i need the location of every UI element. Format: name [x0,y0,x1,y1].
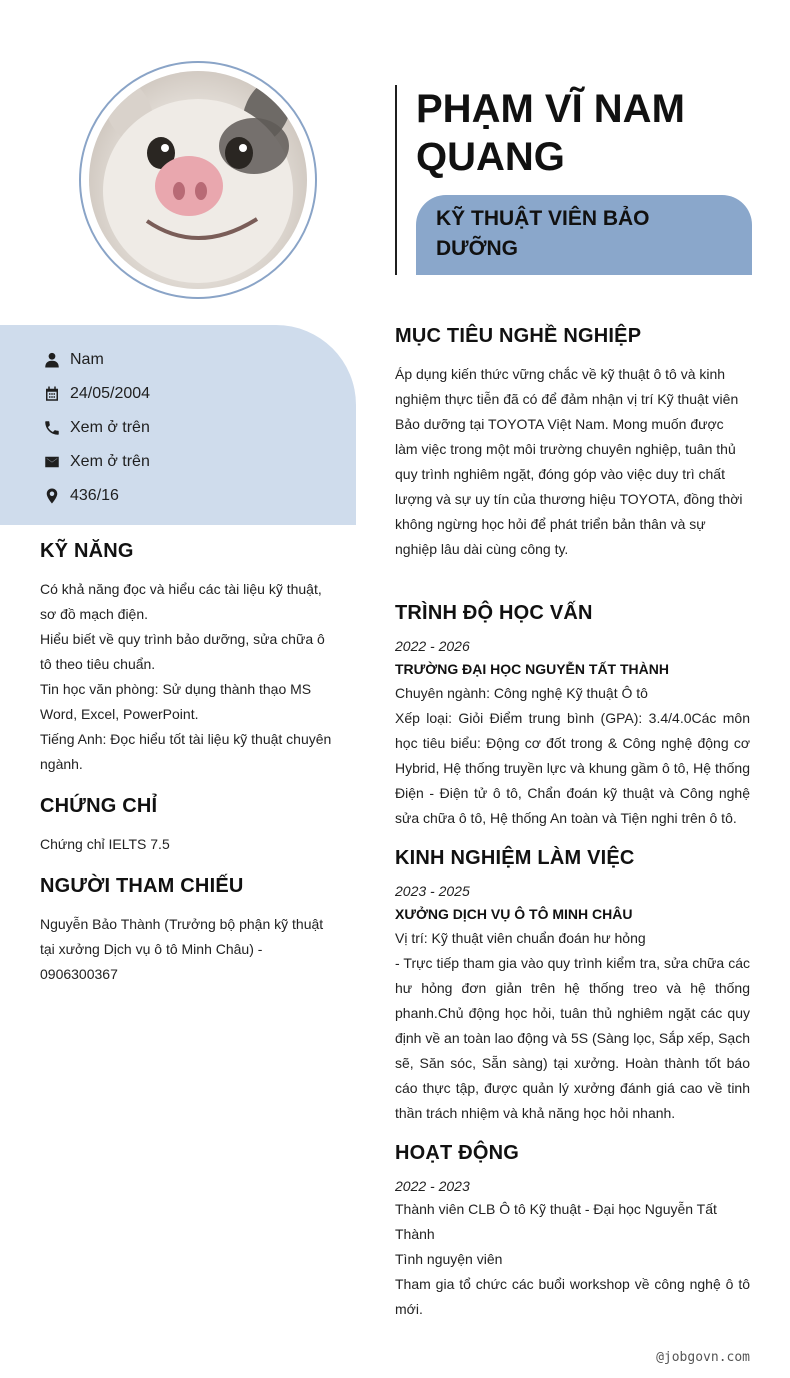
contact-value: Xem ở trên [70,453,150,470]
education-school: TRƯỜNG ĐẠI HỌC NGUYỄN TẤT THÀNH [395,661,669,677]
certificates-section [40,795,340,857]
avatar [89,71,307,289]
certificate-item: Chứng chỉ IELTS 7.5 [40,836,170,852]
left-column [40,540,340,1005]
reference-text: Nguyễn Bảo Thành (Trưởng bộ phận kỹ thuật tại xưởng Dịch vụ ô tô Minh Châu) - 0906300367 [40,916,324,982]
objective-section [395,325,750,562]
activities-section [395,1142,750,1322]
education-title: TRÌNH ĐỘ HỌC VẤN [395,602,593,624]
certificates-title: CHỨNG CHỈ [40,795,158,817]
right-column [395,325,750,1322]
education-major: Chuyên ngành: Công nghệ Kỹ thuật Ô tô [395,685,648,701]
phone-icon [42,418,62,438]
experience-section [395,847,750,1126]
skills-title: KỸ NĂNG [40,540,134,562]
activities-title: HOẠT ĐỘNG [395,1142,520,1164]
skill-item: Tiếng Anh: Đọc hiểu tốt tài liệu kỹ thuật chuyên ngành. [40,731,332,772]
calendar-icon [42,384,62,404]
skill-item: Hiểu biết về quy trình bảo dưỡng, sửa chữa ô tô theo tiêu chuẩn. [40,631,325,672]
experience-detail: - Trực tiếp tham gia vào quy trình kiểm tra, sửa chữa các hư hỏng đơn giản trên hệ thống treo và hệ thống phanh.Chủ động học hỏi, tuân thủ nghiêm ngặt các quy định về an toàn lao động và 5S (Sàng lọc, Sắp xếp, Sạch sẽ, Săn sóc, Sẵn sàng) tại xưởng. Hoàn thành tốt báo cáo thực tập, được quản lý xưởng đánh giá cao về tinh thần trách nhiệm và khả năng học hỏi nhanh. [395,955,750,1121]
education-section [395,602,750,831]
activities-date: 2022 - 2023 [395,1178,470,1194]
contact-value: Xem ở trên [70,419,150,436]
skills-section [40,540,340,777]
job-title-badge: KỸ THUẬT VIÊN BẢO DƯỠNG [416,195,752,275]
mail-icon [42,452,62,472]
references-section [40,875,340,987]
contact-birthday [42,377,150,411]
location-icon [42,486,62,506]
contact-list [42,343,150,513]
references-title: NGƯỜI THAM CHIẾU [40,875,244,897]
person-icon [42,350,62,370]
objective-title: MỤC TIÊU NGHỀ NGHIỆP [395,325,642,347]
experience-position: Vị trí: Kỹ thuật viên chuẩn đoán hư hỏng [395,930,646,946]
skill-item: Tin học văn phòng: Sử dụng thành thạo MS Word, Excel, PowerPoint. [40,681,312,722]
activities-org: Thành viên CLB Ô tô Kỹ thuật - Đại học Nguyễn Tất Thành [395,1201,717,1242]
skill-item: Có khả năng đọc và hiểu các tài liệu kỹ thuật, sơ đồ mạch điện. [40,581,322,622]
contact-value: 436/16 [70,487,119,504]
footer-watermark: @jobgovn.com [656,1350,750,1365]
activities-role: Tình nguyện viên [395,1251,503,1267]
cat-photo-icon [89,71,307,289]
candidate-name: PHẠM VĨ NAM QUANG [416,87,685,179]
contact-email [42,445,150,479]
contact-panel [0,325,356,525]
contact-gender [42,343,150,377]
activities-detail: Tham gia tổ chức các buổi workshop về công nghệ ô tô mới. [395,1276,750,1317]
objective-text: Áp dụng kiến thức vững chắc về kỹ thuật ô tô và kinh nghiệm thực tiễn đã có để đảm nhận vị trí Kỹ thuật viên Bảo dưỡng tại TOYOTA Việt Nam. Mong muốn được làm việc trong một môi trường chuyên nghiệp, tuân thủ quy trình nghiêm ngặt, đóng góp vào việc duy trì chất lượng và sự uy tín của thương hiệu TOYOTA, đồng thời không ngừng học hỏi để phát triển bản thân và sự nghiệp lâu dài cùng công ty. [395,366,743,557]
experience-title: KINH NGHIỆM LÀM VIỆC [395,847,635,869]
contact-value: Nam [70,351,104,368]
contact-phone [42,411,150,445]
contact-value: 24/05/2004 [70,385,151,402]
contact-address [42,479,150,513]
experience-company: XƯỞNG DỊCH VỤ Ô TÔ MINH CHÂU [395,906,633,922]
header-block [395,85,751,275]
avatar-ring [79,61,317,299]
education-date: 2022 - 2026 [395,638,470,654]
education-detail: Xếp loại: Giỏi Điểm trung bình (GPA): 3.4/4.0Các môn học tiêu biểu: Động cơ đốt trong & Công nghệ động cơ Hybrid, Hệ thống truyền lực và khung gầm ô tô, Hệ thống Điện - Điện tử ô tô, Chẩn đoán kỹ thuật và Công nghệ sửa chữa ô tô, Hệ thống An toàn và Tiện nghi trên ô tô. [395,710,750,826]
experience-date: 2023 - 2025 [395,883,470,899]
